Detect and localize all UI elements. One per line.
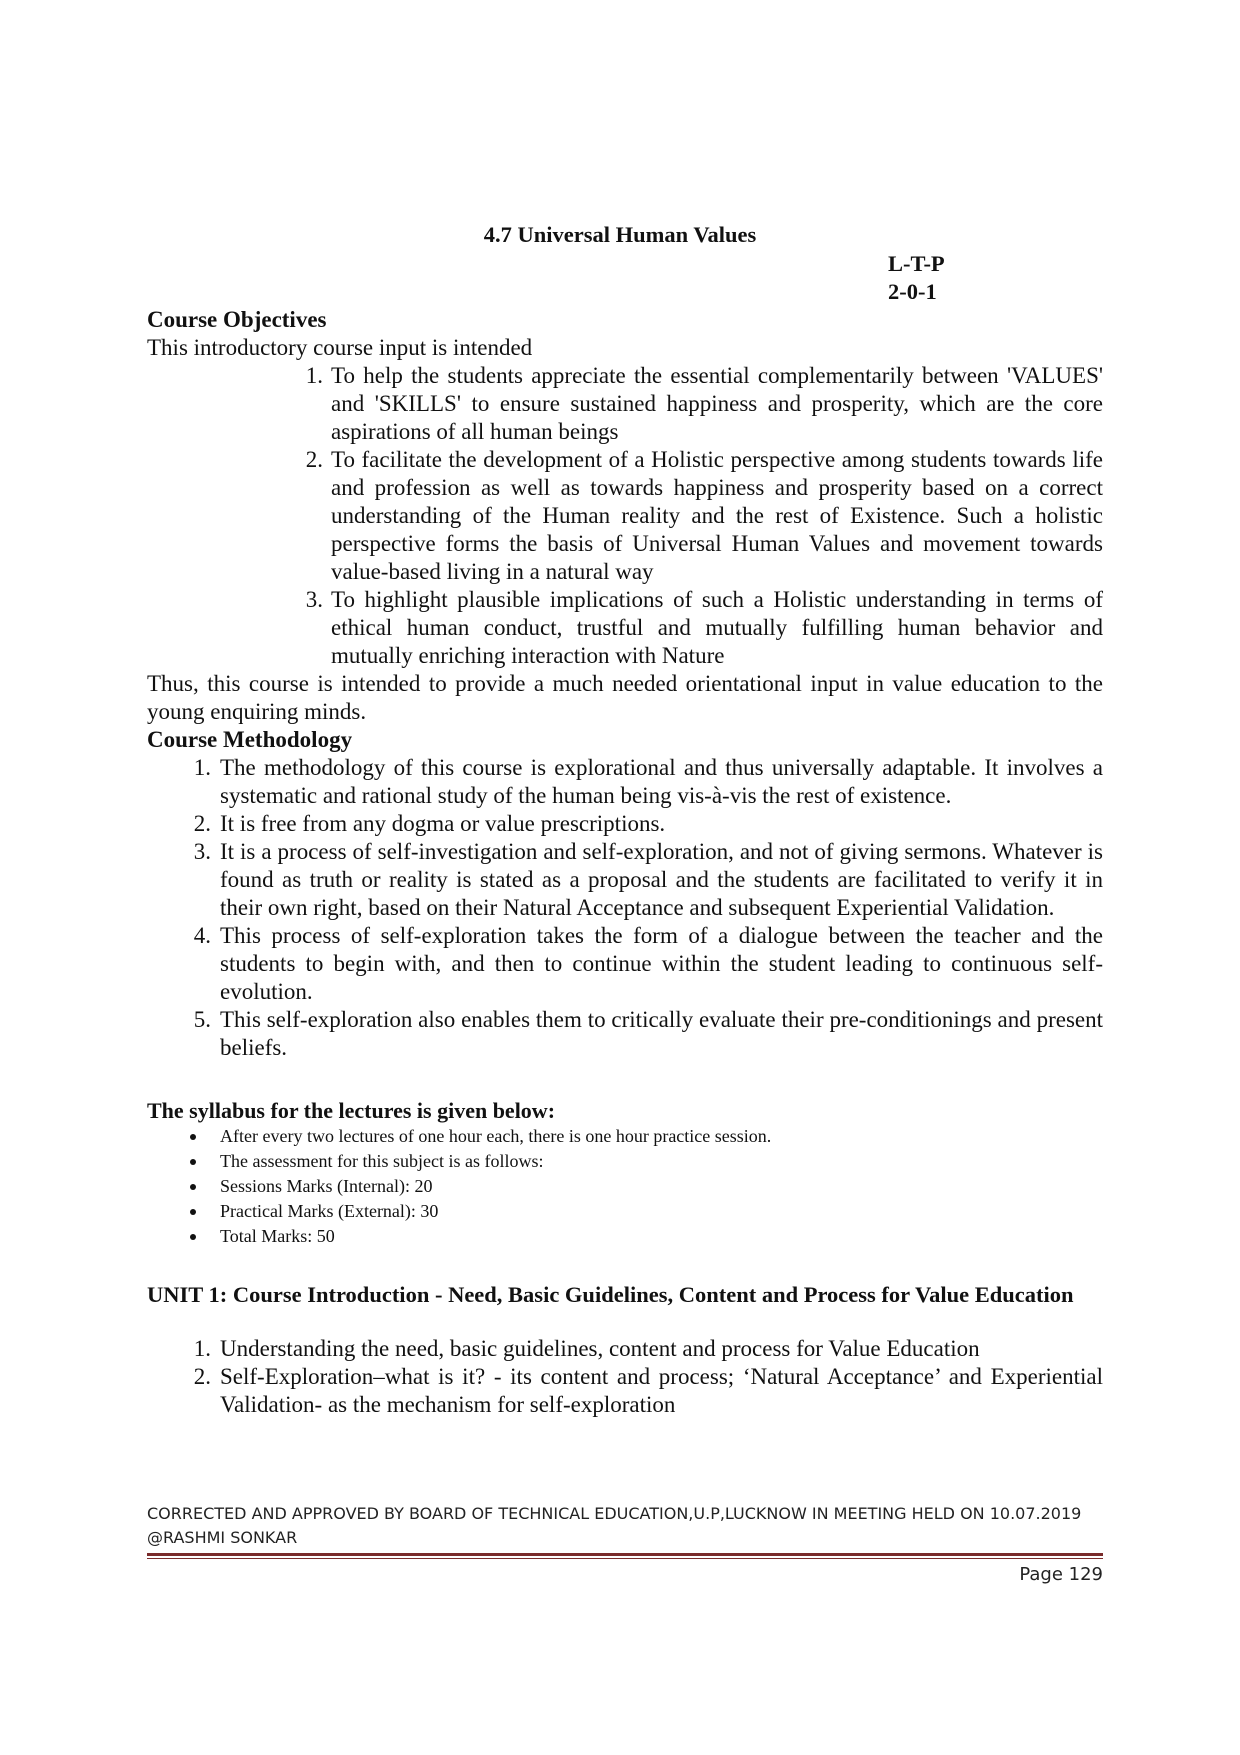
list-number: 2. — [193, 811, 211, 836]
syllabus-heading: The syllabus for the lectures is given below: — [147, 1098, 556, 1123]
list-item — [147, 922, 1103, 1006]
document-body — [147, 306, 1103, 1419]
course-title: 4.7 Universal Human Values — [483, 222, 757, 247]
list-text: The methodology of this course is explorational and thus universally adaptable. It involves a systematic and rational study of the human being vis-à-vis the rest of existence. — [220, 755, 1103, 808]
methodology-list — [147, 754, 1103, 1062]
ltp-value: 2-0-1 — [888, 279, 937, 304]
list-item — [147, 586, 1103, 670]
list-number: 2. — [305, 447, 323, 472]
list-number: 1. — [193, 1336, 211, 1361]
list-text: To facilitate the development of a Holistic perspective among students towards life and profession as well as towards happiness and prosperity based on a correct understanding of the Human reality and the rest of Existence. Such a holistic perspective forms the basis of Universal Human Values and movement towards value-based living in a natural way — [331, 447, 1103, 584]
syllabus-bullets — [147, 1124, 1103, 1249]
list-number: 5. — [193, 1007, 211, 1032]
list-number: 4. — [193, 923, 211, 948]
list-text: Understanding the need, basic guidelines, content and process for Value Education — [220, 1336, 980, 1361]
list-number: 1. — [305, 363, 323, 388]
footer-rule-thin — [147, 1558, 1103, 1559]
list-item — [147, 810, 1103, 838]
ltp-label: L-T-P — [888, 251, 945, 276]
list-item — [147, 446, 1103, 586]
footer-rule-thick — [147, 1553, 1103, 1556]
list-item — [147, 1363, 1103, 1419]
bullet-item: Practical Marks (External): 30 — [147, 1199, 1103, 1224]
list-text: Self-Exploration–what is it? - its content and process; ‘Natural Acceptance’ and Experiential Validation- as the mechanism for self-exploration — [220, 1364, 1103, 1417]
list-item — [147, 362, 1103, 446]
list-text: It is a process of self-investigation and self-exploration, and not of giving sermons. Whatever is found as truth or reality is stated as a proposal and the students are facilitated to verify it in their own right, based on their Natural Acceptance and subsequent Experiential Validation. — [220, 839, 1103, 920]
unit1-list — [147, 1335, 1103, 1419]
bullet-item: Total Marks: 50 — [147, 1224, 1103, 1249]
approval-footer: CORRECTED AND APPROVED BY BOARD OF TECHNICAL EDUCATION,U.P,LUCKNOW IN MEETING HELD ON 10.07.2019 @RASHMI SONKAR — [147, 1504, 1082, 1547]
list-text: It is free from any dogma or value prescriptions. — [220, 811, 666, 836]
list-text: This process of self-exploration takes the form of a dialogue between the teacher and the students to begin with, and then to continue within the student leading to continuous self-evolution. — [220, 923, 1103, 1004]
list-item — [147, 754, 1103, 810]
list-number: 2. — [193, 1364, 211, 1389]
page-number: Page 129 — [1019, 1564, 1103, 1585]
objectives-conclusion: Thus, this course is intended to provide a much needed orientational input in value education to the young enquiring minds. — [147, 671, 1103, 724]
list-item — [147, 1006, 1103, 1062]
unit1-heading: UNIT 1: Course Introduction - Need, Basic Guidelines, Content and Process for Value Education — [147, 1282, 1074, 1307]
list-text: To help the students appreciate the essential complementarily between 'VALUES' and 'SKILLS' to ensure sustained happiness and prosperity, which are the core aspirations of all human beings — [331, 363, 1103, 444]
objectives-heading: Course Objectives — [147, 307, 327, 332]
objectives-intro: This introductory course input is intended — [147, 335, 533, 360]
list-item — [147, 838, 1103, 922]
methodology-heading: Course Methodology — [147, 727, 353, 752]
ltp-block — [888, 250, 945, 306]
bullet-item: After every two lectures of one hour each, there is one hour practice session. — [147, 1124, 1103, 1149]
bullet-item: Sessions Marks (Internal): 20 — [147, 1174, 1103, 1199]
list-number: 3. — [193, 839, 211, 864]
list-number: 1. — [193, 755, 211, 780]
list-text: This self-exploration also enables them to critically evaluate their pre-conditionings and present beliefs. — [220, 1007, 1103, 1060]
objectives-list — [147, 362, 1103, 670]
list-number: 3. — [305, 587, 323, 612]
list-text: To highlight plausible implications of such a Holistic understanding in terms of ethical human conduct, trustful and mutually fulfilling human behavior and mutually enriching interaction with Nature — [331, 587, 1103, 668]
bullet-item: The assessment for this subject is as follows: — [147, 1149, 1103, 1174]
list-item — [147, 1335, 1103, 1363]
